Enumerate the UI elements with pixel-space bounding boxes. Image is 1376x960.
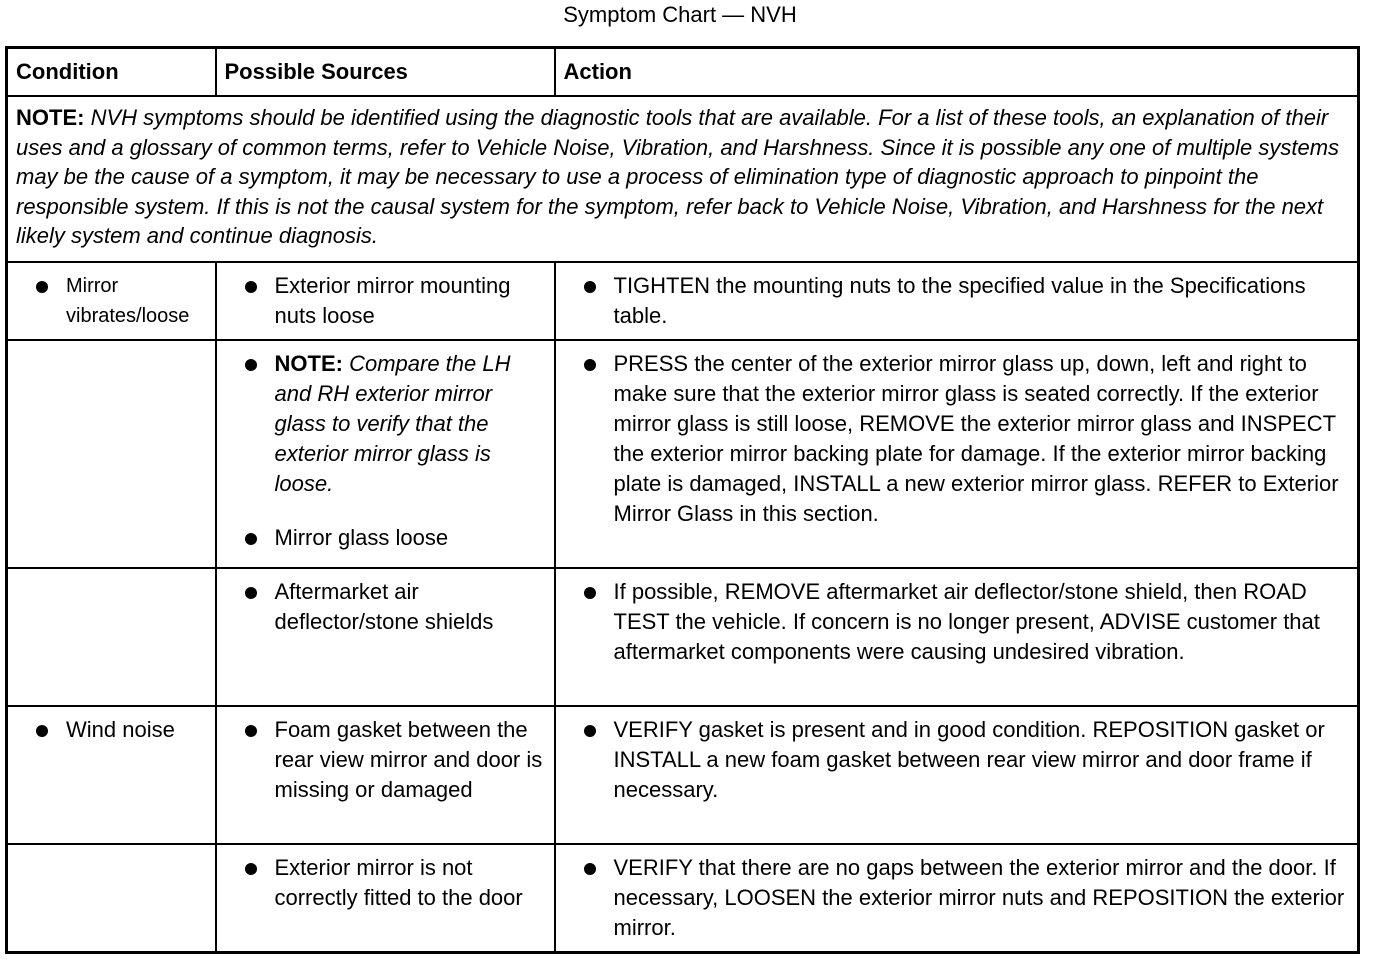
source-item (217, 707, 554, 813)
bullet-icon (36, 725, 48, 737)
action-text: VERIFY that there are no gaps between the exterior mirror and the door. If necessary, LOOSEN the exterior mirror nuts and REPOSITION the exterior mirror. (613, 854, 1345, 940)
bullet-icon (245, 281, 257, 293)
action-text: If possible, REMOVE aftermarket air deflector/stone shield, then ROAD TEST the vehicle. If concern is no longer present, ADVISE customer that aftermarket components were causing undesired vibration. (613, 578, 1320, 664)
source-note-label: NOTE: (274, 350, 343, 376)
condition-text: Wind noise (66, 716, 175, 742)
source-item (217, 569, 554, 645)
header-sources: Possible Sources (216, 48, 555, 97)
table-row (7, 706, 1359, 844)
action-item (556, 707, 1358, 813)
general-note (7, 96, 1359, 262)
source-text: Aftermarket air deflector/stone shields (274, 578, 494, 634)
source-item (217, 523, 546, 553)
action-text: TIGHTEN the mounting nuts to the specified value in the Specifications table. (613, 272, 1306, 328)
note-label: NOTE: (16, 105, 85, 130)
source-note-item (217, 349, 546, 499)
bullet-icon (584, 359, 596, 371)
note-row (7, 96, 1359, 262)
condition-text: Mirror vibrates/loose (66, 274, 190, 327)
condition-item (8, 263, 215, 339)
table-row (7, 568, 1359, 706)
source-text: Exterior mirror mounting nuts loose (274, 272, 511, 328)
source-text: Mirror glass loose (274, 524, 449, 550)
bullet-icon (245, 725, 257, 737)
table-row (7, 262, 1359, 340)
bullet-icon (245, 359, 257, 371)
table-row (7, 844, 1359, 953)
header-row (7, 48, 1359, 97)
bullet-icon (245, 533, 257, 545)
source-item (217, 845, 554, 921)
action-item (556, 263, 1358, 339)
note-text: NVH symptoms should be identified using the diagnostic tools that are available. For a list of these tools, an explanation of their uses and a glossary of common terms, refer to Vehicle Noise, Vibration, and Harshness. Since it is possible any one of multiple systems may be the cause of a symptom, it may be necessary to use a process of elimination type of diagnostic approach to pinpoint the responsible system. If this is not the causal system for the symptom, refer back to Vehicle Noise, Vibration, and Harshness for the next likely system and continue diagnosis. (16, 105, 1340, 248)
bullet-icon (584, 863, 596, 875)
action-item (556, 569, 1358, 675)
table-row (7, 340, 1359, 568)
header-action: Action (555, 48, 1359, 97)
bullet-icon (245, 587, 257, 599)
action-text: VERIFY gasket is present and in good condition. REPOSITION gasket or INSTALL a new foam gasket between rear view mirror and door frame if necessary. (613, 716, 1325, 802)
chart-title: Symptom Chart — NVH (563, 2, 797, 27)
symptom-chart-table (5, 46, 1360, 954)
condition-item (8, 707, 215, 753)
source-note-text: Compare the LH and RH exterior mirror glass to verify that the exterior mirror glass is loose. (274, 350, 511, 496)
bullet-icon (584, 587, 596, 599)
action-item (556, 341, 1358, 537)
source-item (217, 263, 554, 339)
bullet-icon (36, 281, 48, 293)
source-text: Exterior mirror is not correctly fitted to the door (274, 854, 523, 910)
action-text: PRESS the center of the exterior mirror glass up, down, left and right to make sure that the exterior mirror glass is seated correctly. If the exterior mirror glass is still loose, REMOVE the exterior mirror glass and INSPECT the exterior mirror backing plate for damage. If the exterior mirror backing plate is damaged, INSTALL a new exterior mirror glass. REFER to Exterior Mirror Glass in this section. (613, 350, 1339, 526)
bullet-icon (584, 725, 596, 737)
bullet-icon (245, 863, 257, 875)
action-item (556, 845, 1358, 951)
bullet-icon (584, 281, 596, 293)
source-text: Foam gasket between the rear view mirror and door is missing or damaged (274, 716, 543, 802)
header-condition: Condition (7, 48, 216, 97)
